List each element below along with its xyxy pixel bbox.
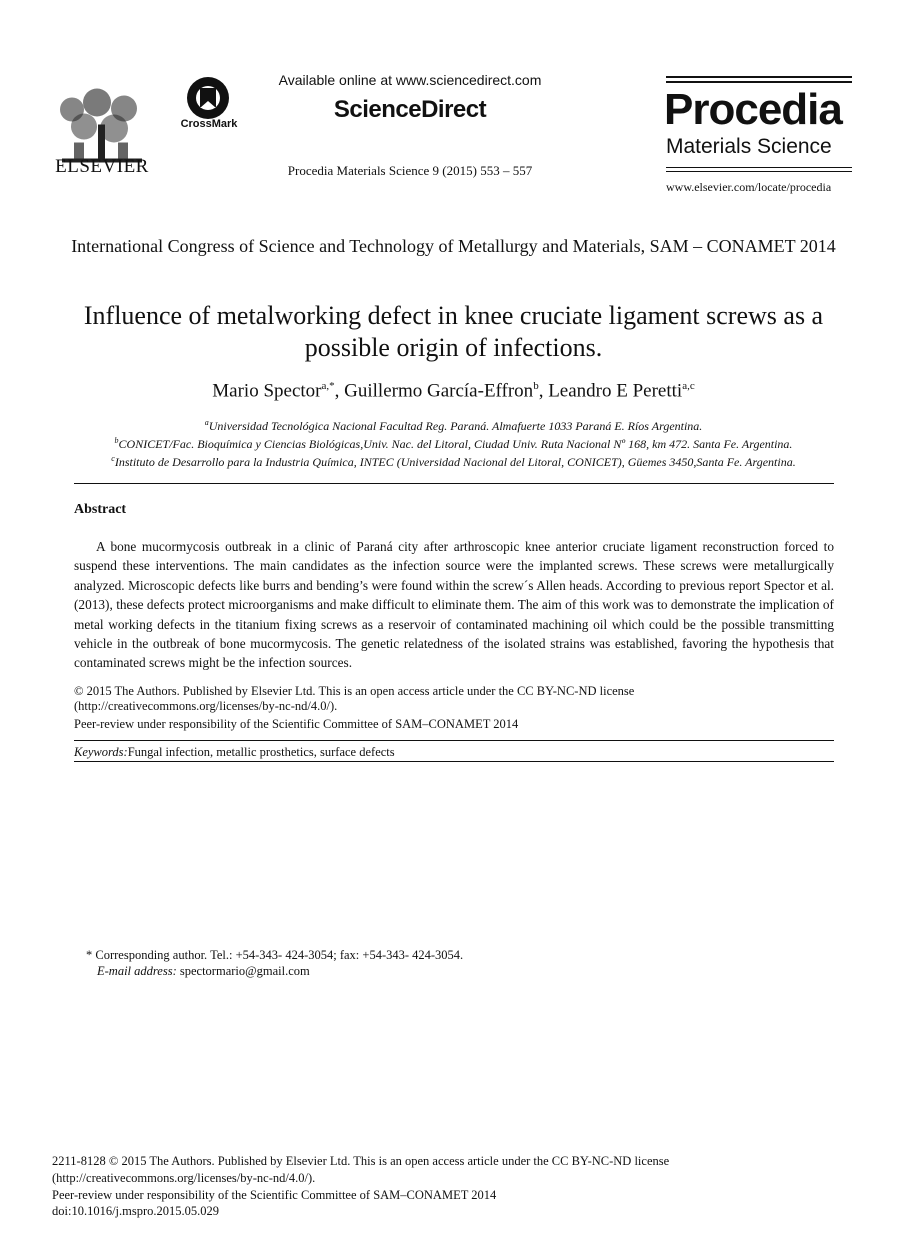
procedia-wordmark: Procedia [664, 85, 842, 134]
footer-doi[interactable]: doi:10.1016/j.mspro.2015.05.029 [52, 1204, 220, 1218]
procedia-bottom-rule-2 [666, 171, 852, 172]
affiliation [60, 418, 847, 434]
procedia-top-rule [666, 76, 852, 78]
journal-citation: Procedia Materials Science 9 (2015) 553 – 557 [287, 163, 533, 178]
affiliation-text: CONICET/Fac. Bioquímica y Ciencias Biológicas,Univ. Nac. del Litoral, Ciudad Univ. Ruta Nacional Nº 168, km 472. Santa Fe. Argentina. [118, 437, 793, 451]
footer-peer-review: Peer-review under responsibility of the Scientific Committee of SAM–CONAMET 2014 [52, 1188, 497, 1202]
corresponding-author-phone: * Corresponding author. Tel.: +54-343- 424-3054; fax: +54-343- 424-3054. [86, 948, 464, 962]
procedia-subtitle: Materials Science [666, 135, 832, 158]
affiliation [60, 454, 847, 470]
affiliation-sup: a [204, 418, 209, 427]
author-sup: a,c [682, 380, 695, 392]
peer-review-line: Peer-review under responsibility of the Scientific Committee of SAM–CONAMET 2014 [74, 717, 519, 731]
abstract-heading: Abstract [74, 502, 127, 517]
keywords-top-divider [74, 740, 834, 741]
procedia-bottom-rule [666, 167, 852, 168]
journal-url-link[interactable]: www.elsevier.com/locate/procedia [666, 180, 832, 194]
author-sup: a,* [321, 380, 335, 392]
affiliation-sup: c [111, 454, 115, 463]
affiliation-sup: b [114, 436, 119, 445]
crossmark-label: CrossMark [180, 118, 238, 130]
keywords-bottom-divider [74, 761, 834, 762]
procedia-top-rule-2 [666, 81, 852, 83]
email-label: E-mail address: [97, 964, 177, 978]
paper-title: Influence of metalworking defect in knee cruciate ligament screws as a possible origin of infections. [83, 301, 824, 362]
affiliation-text: Instituto de Desarrollo para la Industria Química, INTEC (Universidad Nacional del Litoral, CONICET), Güemes 3450,Santa Fe. Argentina. [114, 455, 796, 469]
license-link[interactable]: (http://creativecommons.org/licenses/by-nc-nd/4.0/). [74, 699, 338, 713]
author-name: Leandro E Peretti [548, 380, 683, 402]
footer-issn-line: 2211-8128 © 2015 The Authors. Published by Elsevier Ltd. This is an open access article under the CC BY-NC-ND license [52, 1154, 670, 1168]
corresponding-author-email-line [86, 963, 463, 979]
elsevier-wordmark: ELSEVIER [55, 156, 149, 177]
abstract-body: A bone mucormycosis outbreak in a clinic of Paraná city after arthroscopic knee anterior cruciate ligament reconstruction forced to suspend these interventions. The main candidates as the infection source were the implanted screws. These screws were metallurgically analyzed. Microscopic defects like burrs and bending’s were found within the screw´s Allen heads. According to previous report Spector et al. (2013), these defects protect microorganisms and make difficult to eliminate them. The aim of this work was to demonstrate the implication of metal working defects in the titanium fixing screws as a reservoir of contaminated machining oil which could be the possible transmitting vehicle in the outbreak of bone mucormycosis. The genetic relatedness of the isolated strains was established, favoring the hypothesis that contaminated screws might be the infection sources. [74, 539, 834, 671]
available-online-text[interactable]: Available online at www.sciencedirect.com [278, 72, 542, 88]
keywords-label: Keywords: [74, 745, 128, 759]
author-name: Mario Spector [212, 380, 322, 402]
congress-name: International Congress of Science and Technology of Metallurgy and Materials, SAM – CONAMET 2014 [71, 236, 836, 256]
sciencedirect-wordmark: ScienceDirect [333, 96, 487, 123]
keywords-line [74, 745, 395, 760]
author-sup: b [533, 380, 539, 392]
corresponding-author [86, 947, 463, 979]
author-list: Mario Spector$^{a,*}$, Guillermo García-Effron$^b$, Leandro E Peretti$^{a,c}$ [212, 380, 695, 402]
affiliation [60, 436, 847, 452]
footer-license-link[interactable]: (http://creativecommons.org/licenses/by-nc-nd/4.0/). [52, 1171, 316, 1185]
copyright-line: © 2015 The Authors. Published by Elsevier Ltd. This is an open access article under the CC BY-NC-ND license [74, 684, 635, 698]
email-link[interactable]: spectormario@gmail.com [179, 964, 310, 978]
affiliation-text: Universidad Tecnológica Nacional Facultad Reg. Paraná. Almafuerte 1033 Paraná E. Ríos Argentina. [208, 419, 703, 433]
author-name: Guillermo García-Effron [344, 380, 534, 402]
section-divider [74, 483, 834, 484]
keywords-text: Fungal infection, metallic prosthetics, surface defects [127, 745, 395, 759]
